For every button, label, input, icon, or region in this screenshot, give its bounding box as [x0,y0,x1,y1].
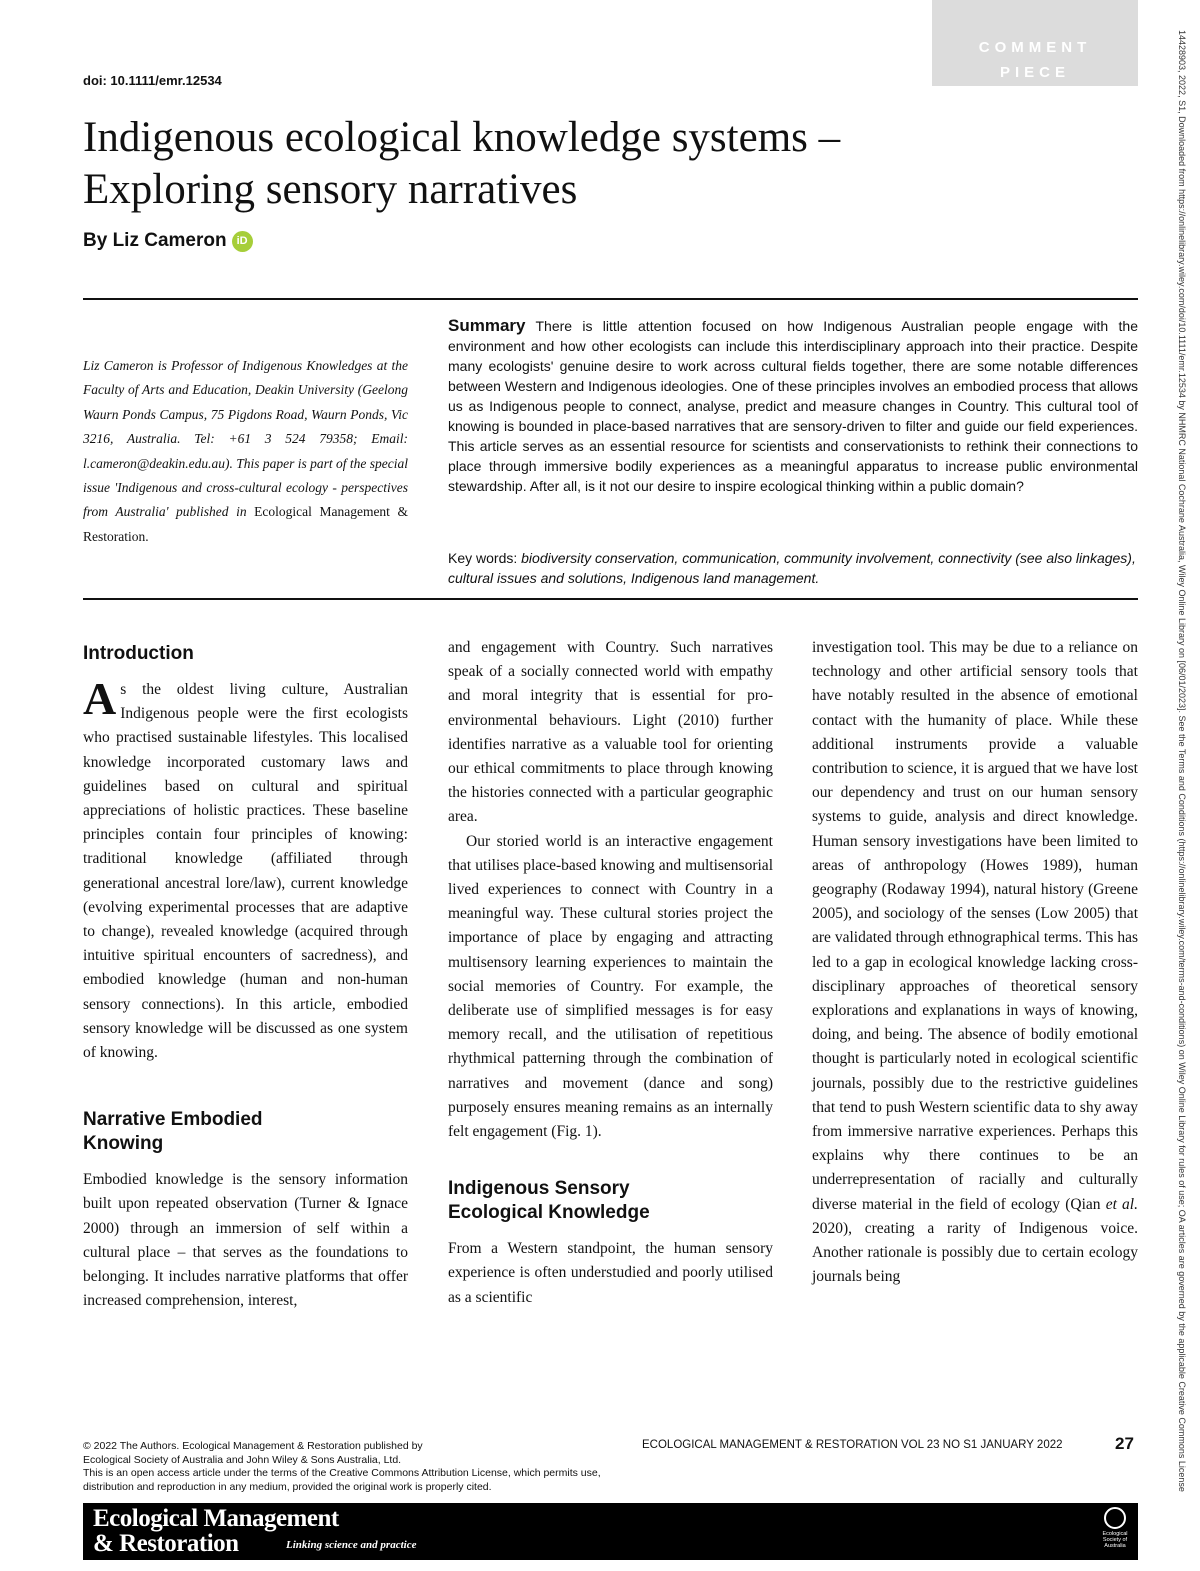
narrative-paragraph: Embodied knowledge is the sensory information built upon repeated observation (Turner & Ignace 2000) through an immersion of self within a cultural place – that serves as the foundations to belonging. It includes narrative platforms that offer increased comprehension, interest, [83,1171,408,1310]
drop-cap: A [83,673,117,724]
author-name: By Liz Cameron [83,230,227,251]
society-emblem-icon [1104,1507,1126,1529]
article-title [83,112,1043,216]
comment-piece-badge [932,0,1138,86]
narrative-heading [83,1108,408,1156]
society-logo-text: Ecological Society of Australia [1102,1531,1128,1549]
society-logo [1098,1507,1132,1557]
body-column-2 [448,636,773,1310]
keywords [448,548,1138,588]
column-3-text-a: investigation tool. This may be due to a reliance on technology and other artificial sensory tools that have notably resulted in the absence of emotional contact with the humanity of place. While these additional instruments provide a valuable contribution to science, it is argued that we have lost our dependency and trust on our human sensory systems to guide, analysis and direct knowledge. Human sensory investigations have been limited to areas of anthropology (Howes 1989), human geography (Rodaway 1994), natural history (Greene 2005), and sociology of the senses (Low 2005) that are validated through ethnographical terms. This has led to a gap in ecological knowledge lacking cross-disciplinary approaches of theoretical sensory explorations and explanations in ways of knowing, doing, and being. The absence of bodily emotional thought is particularly noted in ecological scientific journals, possibly due to the restrictive guidelines that tend to push Western scientific data to shy away from immersive narrative experiences. Perhaps this explains why there continues to be an underrepresentation of racially and culturally diverse material in the field of ecology (Qian [812,639,1138,1213]
title-line-1: Indigenous ecological knowledge systems – [83,114,841,161]
author-note [83,354,408,549]
orcid-icon[interactable]: iD [232,231,253,252]
sensory-paragraph: From a Western standpoint, the human sensory experience is often understudied and poorly utilised as a scientific [448,1240,773,1306]
column-3-paragraph [812,636,1138,1289]
narrative-heading-line-2: Knowing [83,1133,164,1155]
badge-line-1: COMMENT [978,39,1092,56]
author-note-journal: Ecological Management & Restoration. [83,504,409,544]
introduction-text: s the oldest living culture, Australian Indigenous people were the first ecologists who practised sustainable lifestyles. This localised knowledge incorporated customary laws and guidelines based on cultural and spiritual appreciations of holistic practices. These baseline principles contain four principles of knowing: traditional knowledge (affiliated through generational ancestral lore/law), current knowledge (evolving experimental processes that are adaptive to change), revealed knowledge (acquired through intuitive spiritual encounters of sacredness), and embodied knowledge (human and non-human sensory connections). In this article, embodied sensory knowledge will be discussed as one system of knowing. [83,681,408,1062]
journal-logo-line-2: & Restoration [93,1530,239,1557]
sensory-heading [448,1177,773,1225]
copyright-line-2: Ecological Society of Australia and John Wiley & Sons Australia, Ltd. [83,1453,402,1466]
footer-copyright [83,1440,723,1494]
journal-logo-bar [83,1503,1138,1560]
page-number: 27 [1115,1434,1134,1453]
author-note-text: Liz Cameron is Professor of Indigenous Knowledges at the Faculty of Arts and Education, Deakin University (Geelong Waurn Ponds Campus, 75 Pigdons Road, Waurn Ponds, Vic 3216, Australia. Tel: +61 3 524 79358; Email: l.cameron@deakin.edu.au). This paper is part of the special issue 'Indigenous and cross-cultural ecology - perspectives from Australia' published in [83,358,409,520]
keywords-label: Key words: [448,550,518,566]
introduction-heading: Introduction [83,643,194,664]
summary-label: Summary [448,316,526,335]
license-line-2: distribution and reproduction in any medium, provided the original work is properly cited. [83,1480,492,1493]
byline [83,230,253,252]
doi: doi: 10.1111/emr.12534 [83,73,222,88]
journal-logo-line-1: Ecological Management [93,1505,339,1532]
introduction-paragraph [83,673,408,1065]
footer-journal-info: ECOLOGICAL MANAGEMENT & RESTORATION VOL 23 NO S1 JANUARY 2022 [642,1439,1063,1451]
column-2-paragraph-2: Our storied world is an interactive engagement that utilises place-based knowing and multisensorial lived experiences to connect with Country in a meaningful way. These cultural stories project the importance of place by engaging and attracting multisensory learning experiences to maintain the social memories of Country. For example, the deliberate use of simplified messages is for easy memory recall, and the utilisation of repetitious rhythmical patterning through the combination of narratives and movement (dance and song) purposely ensures meaning remains as an internally felt engagement (Fig. 1). [448,832,773,1141]
summary-text: There is little attention focused on how Indigenous Australian people engage with the environment and how other ecologists can include this interdisciplinary approach into their practice. Despite many ecologists' genuine desire to work across cultural fields together, there are some notable differences between Western and Indigenous ideologies. One of these principles involves an embodied process that allows us as Indigenous people to connect, analyse, predict and measure changes in Country. This cultural tool of knowing is bounded in place-based narratives that are sensory-driven to filter and guide our field experiences. This article serves as an essential resource for scientists and conservationists to rethink their connections to place through immersive bodily experiences as a meaningful apparatus to increase public environmental stewardship. After all, is it not our desire to inspire ecological thinking within a public domain? [448,318,1138,494]
keywords-list: biodiversity conservation, communication, community involvement, connectivity (see also linkages), cultural issues and solutions, Indigenous land management. [448,550,1136,586]
journal-tagline: Linking science and practice [286,1539,417,1551]
et-al: et al. [1105,1195,1138,1213]
summary [448,316,1138,496]
title-line-2: Exploring sensory narratives [83,166,578,213]
body-column-1 [83,642,408,1313]
narrative-heading-line-1: Narrative Embodied [83,1109,263,1131]
download-side-note: 14428903, 2022, S1, Downloaded from https://onlinelibrary.wiley.com/doi/10.1111/emr.12534 by NHMRC National Cochrane Australia, Wiley Online Library on [06/01/2023]. See the Terms and Conditions (https://onlinelibrary.wiley.com/terms-and-conditions) on Wiley Online Library for rules of use; OA articles are governed by the applicable Creative Commons License [1177,30,1187,1492]
top-rule [83,298,1138,300]
column-3-text-b: 2020), creating a rarity of Indigenous voice. Another rationale is possibly due to certain ecology journals being [812,1219,1138,1286]
license-line-1: This is an open access article under the terms of the Creative Commons Attribution License, which permits use, [83,1467,601,1479]
copyright-line-1: © 2022 The Authors. Ecological Management & Restoration published by [83,1440,423,1452]
sensory-heading-line-2: Ecological Knowledge [448,1202,650,1224]
body-column-3 [812,636,1138,1289]
column-2-paragraph-1: and engagement with Country. Such narratives speak of a socially connected world with empathy and moral integrity that is essential for pro-environmental behaviours. Light (2010) further identifies narrative as a valuable tool for orienting our ethical commitments to place through knowing the histories connected with a particular geographic area. [448,639,773,826]
badge-line-2: PIECE [999,64,1070,81]
summary-rule [83,598,1138,600]
sensory-heading-line-1: Indigenous Sensory [448,1178,630,1200]
